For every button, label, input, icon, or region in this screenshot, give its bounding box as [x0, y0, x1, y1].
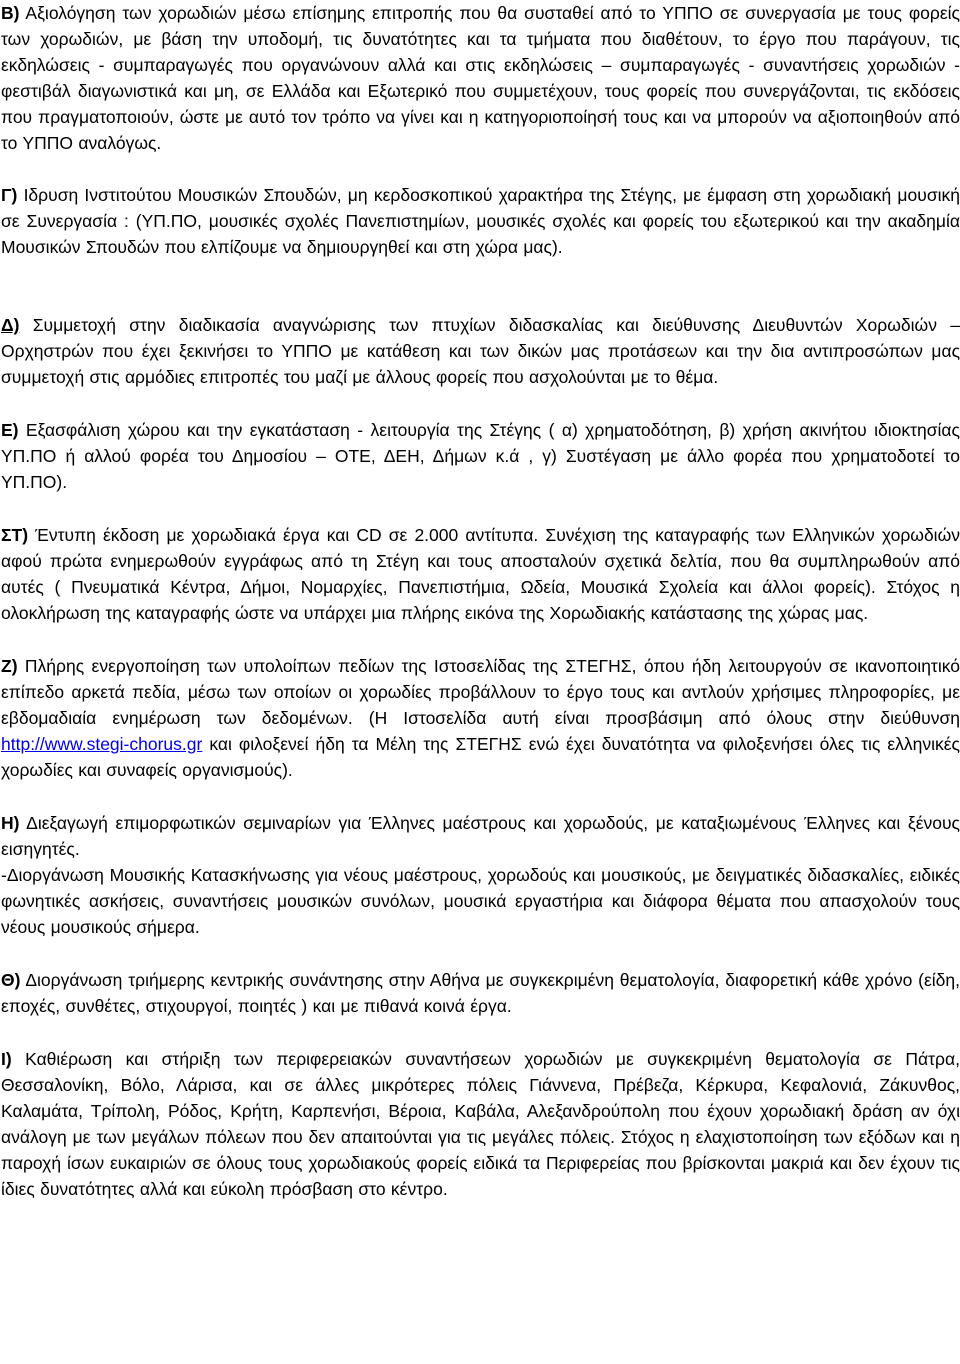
paragraph-text: Πλήρης ενεργοποίηση των υπολοίπων πεδίων της Ιστοσελίδας της ΣΤΕΓΗΣ, όπου ήδη λειτουργούν σε ικανοποιητικό επίπεδο αρκετά πεδία, μέσω των οποίων οι χορωδίες προβάλλουν το έργο τους και αντλούν χρήσιμες πληροφορίες, με εβδομαδιαία ενημέρωση των δεδομένων. (Η Ιστοσελίδα αυτή είναι προσβάσιμη από όλους στην διεύθυνση — [1, 656, 960, 728]
paragraph-text-continued: Διευθυντών Χορωδιών – Ορχηστρών που έχει ξεκινήσει το ΥΠΠΟ με κατάθεση και των δικών μας προτάσεων και την δια αντιπροσώπων μας συμμετοχή στις αρμόδιες επιτροπές του μαζί με άλλους φορείς που ασχολούνται με το θέμα. — [1, 315, 960, 387]
paragraph-label: Θ) — [1, 970, 21, 990]
paragraph-label: Η) — [1, 813, 20, 833]
paragraph-text-continued: και φιλοξενεί ήδη τα Μέλη της ΣΤΕΓΗΣ ενώ έχει δυνατότητα να φιλοξενήσει όλες τις ελληνικές χορωδίες και συναφείς οργανισμούς). — [1, 734, 960, 780]
paragraph-iota — [1, 1046, 960, 1202]
paragraph-b — [1, 0, 960, 156]
paragraph-label: Β) — [1, 3, 20, 23]
paragraph-st — [1, 522, 960, 626]
paragraph-text-continued: -Διοργάνωση Μουσικής Κατασκήνωσης για νέους μαέστρους, χορωδούς και μουσικούς, με δειγματικές διδασκαλίες, ειδικές φωνητικές ασκήσεις, συναντήσεις μουσικών συνόλων, μουσικά εργαστήρια και διάφορα θέματα που απασχολούν τους νέους μουσικούς σήμερα. — [1, 865, 960, 937]
website-link[interactable]: http://www.stegi-chorus.gr — [1, 734, 203, 754]
paragraph-d — [1, 312, 960, 390]
paragraph-i — [1, 810, 960, 940]
paragraph-e — [1, 417, 960, 495]
paragraph-text: Ιδρυση Ινστιτούτου Μουσικών Σπουδών, μη κερδοσκοπικού χαρακτήρα της Στέγης, με έμφαση στη χορωδιακή μουσική σε Συνεργασία : (ΥΠ.ΠΟ, μουσικές σχολές Πανεπιστημίων, μουσικές σχολές και φορείς του εξωτερικού και την ακαδημία Μουσικών Σπουδών που ελπίζουμε να δημιουργηθεί και στη χώρα μας). — [1, 185, 960, 257]
paragraph-text: Διοργάνωση τριήμερης κεντρικής συνάντησης στην Αθήνα με συγκεκριμένη θεματολογία, διαφορετική κάθε χρόνο (είδη, εποχές, συνθέτες, στιχουργοί, ποιητές ) και με πιθανά κοινά έργα. — [1, 970, 960, 1016]
paragraph-text: Διεξαγωγή επιμορφωτικών σεμιναρίων για Έλληνες μαέστρους και χορωδούς, με καταξιωμένους Έλληνες και ξένους εισηγητές. — [1, 813, 960, 859]
paragraph-label: Ι) — [1, 1049, 12, 1069]
paragraph-text: Έντυπη έκδοση με χορωδιακά έργα και CD σε 2.000 αντίτυπα. — [35, 525, 539, 545]
paragraph-g — [1, 182, 960, 260]
paragraph-z — [1, 653, 960, 783]
paragraph-label: Ε) — [1, 420, 19, 440]
paragraph-label: Δ) — [1, 315, 20, 335]
paragraph-label: ΣΤ) — [1, 525, 29, 545]
paragraph-text: Εξασφάλιση χώρου και την εγκατάσταση - λειτουργία της Στέγης ( α) χρηματοδότηση, β) χρήση ακινήτου ιδιοκτησίας ΥΠ.ΠΟ ή αλλού φορέα του Δημοσίου – ΟΤΕ, ΔΕΗ, Δήμων κ.ά , γ) Συστέγαση με άλλο φορέα που χρηματοδοτεί το ΥΠ.ΠΟ). — [1, 420, 960, 492]
paragraph-th — [1, 967, 960, 1019]
paragraph-label: Γ) — [1, 185, 18, 205]
paragraph-text: Αξιολόγηση των χορωδιών μέσω επίσημης επιτροπής που θα συσταθεί από το ΥΠΠΟ σε συνεργασία με τους φορείς των χορωδιών, με βάση την υποδομή, τις δυνατότητες και τα τμήματα που διαθέτουν, το έργο που παράγουν, τις εκδηλώσεις - συμπαραγωγές που οργανώνουν αλλά και στις εκδηλώσεις – συμπαραγωγές - συναντήσεις χορωδιών - φεστιβάλ διαγωνιστικά και μη, σε Ελλάδα και Εξωτερικό που συμμετέχουν, τους φορείς που συνεργάζονται, τις εκδόσεις που πραγματοποιούν, ώστε με αυτό τον τρόπο να γίνει και η κατηγοριοποίησή τους και να μπορούν να αξιοποιηθούν από το ΥΠΠΟ αναλόγως. — [1, 3, 960, 153]
paragraph-text: Καθιέρωση και στήριξη των περιφερειακών συναντήσεων χορωδιών με συγκεκριμένη θεματολογία σε Πάτρα, Θεσσαλονίκη, Βόλο, Λάρισα, και σε άλλες μικρότερες πόλεις Γιάννενα, Πρέβεζα, Κέρκυρα, Κεφαλονιά, Ζάκυνθος, Καλαμάτα, Τρίπολη, Ρόδος, Κρήτη, Καρπενήσι, Βέροια, Καβάλα, Αλεξανδρούπολη που έχουν χορωδιακή δράση αν όχι ανάλογη με των μεγάλων πόλεων που δεν απαιτούνται για τις μεγάλες πόλεις. Στόχος η ελαχιστοποίηση των εξόδων και η παροχή ίσων ευκαιριών σε όλους τους χορωδιακούς φορείς ειδικά τα Περιφερείας που βρίσκονται μακριά και δεν έχουν τις ίδιες δυνατότητες αλλά και εύκολη πρόσβαση στο κέντρο. — [1, 1049, 960, 1199]
paragraph-label: Ζ) — [1, 656, 18, 676]
paragraph-text: Συμμετοχή στην διαδικασία αναγνώρισης των πτυχίων διδασκαλίας και διεύθυνσης — [32, 315, 741, 335]
paragraph-text-continued: Συνέχιση της καταγραφής των Ελληνικών χορωδιών αφού πρώτα ενημερωθούν εγγράφως από τη Στέγη και τους αποσταλούν σχετικά δελτία, που θα συμπληρωθούν από αυτές ( Πνευματικά Κέντρα, Δήμοι, Νομαρχίες, Πανεπιστήμια, Ωδεία, Μουσικά Σχολεία και άλλοι φορείς). Στόχος η ολοκλήρωση της καταγραφής ώστε να υπάρχει μια πλήρης εικόνα της Χορωδιακής κατάστασης της χώρας μας. — [1, 525, 960, 623]
